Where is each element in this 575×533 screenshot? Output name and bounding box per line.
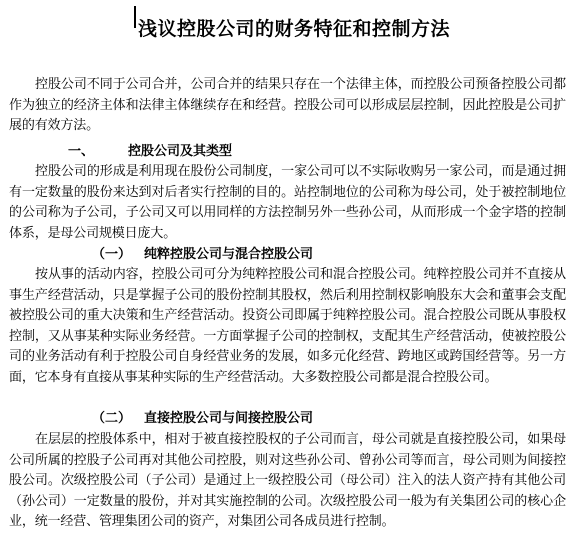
subsection-number: （二） (92, 411, 132, 426)
subsection-heading-2 (92, 409, 313, 429)
section-heading-1 (68, 142, 232, 162)
text-cursor (134, 6, 136, 28)
subsection-2-paragraph: 在层层的控股体系中，相对于被直接控股权的子公司而言，母公司就是直接控股公司，如果母公司所属的控股子公司再对其他公司控股，则对这些孙公司、曾孙公司等而言，母公司则为间接控股公司。次级控股公司（子公司）是通过上一级控股公司（母公司）注入的法人资产持有其他公司（孙公司）一定数量的股份，并对其实施控制的公司。次级控股公司一般为有关集团公司的核心企业，统一经营、管理集团公司的资产，对集团公司各成员进行控制。 (9, 432, 566, 529)
subsection-heading-1 (92, 245, 313, 265)
subsection-1-paragraph: 按从事的活动内容，控股公司可分为纯粹控股公司和混合控股公司。纯粹控股公司并不直接从事生产经营活动，只是掌握子公司的股份控制其股权，然后利用控制权影响股东大会和董事会支配被控股公司的重大决策和生产经营活动。投资公司即属于纯粹控股公司。混合控股公司既从事股权控制，又从事某种实际业务经营。一方面掌握子公司的控制权，支配其生产经营活动，使被控股公司的业务活动有利于控股公司自身经营业务的发展，如多元化经营、跨地区或跨国经营等。另一方面，它本身有直接从事某种实际的生产经营活动。大多数控股公司都是混合控股公司。 (9, 267, 566, 385)
intro-paragraph: 控股公司不同于公司合并，公司合并的结果只存在一个法律主体，而控股公司预备控股公司都作为独立的经济主体和法律主体继续存在和经营。控股公司可以形成层层控制，因此控股是公司扩展的有效方法。 (9, 77, 566, 133)
document-title: 浅议控股公司的财务特征和控制方法 (138, 17, 451, 40)
subsection-title: 纯粹控股公司与混合控股公司 (144, 247, 314, 262)
section-1-paragraph: 控股公司的形成是利用现在股份公司制度，一家公司可以不实际收购另一家公司，而是通过拥有一定数量的股份来达到对后者实行控制的目的。站控制地位的公司称为母公司，处于被控制地位的公司称为子公司，子公司又可以用同样的方法控制另外一些孙公司，从而形成一个金字塔的控制体系，是母公司规模日庞大。 (9, 164, 566, 241)
section-title: 控股公司及其类型 (128, 144, 233, 159)
subsection-number: （一） (92, 247, 132, 262)
section-number: 一、 (68, 144, 95, 159)
subsection-title: 直接控股公司与间接控股公司 (144, 411, 314, 426)
